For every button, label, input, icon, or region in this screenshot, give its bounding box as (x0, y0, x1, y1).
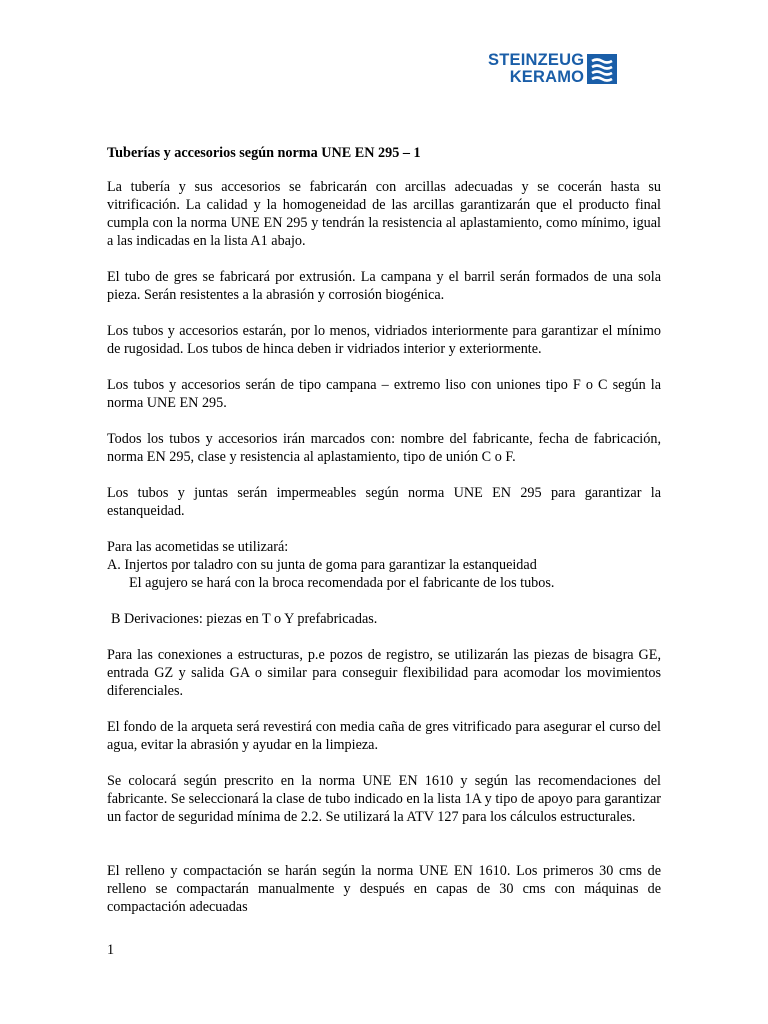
connections-list (107, 538, 661, 592)
paragraph-joint-type: Los tubos y accesorios serán de tipo campana – extremo liso con uniones tipo F o C según la norma UNE EN 295. (107, 377, 661, 411)
list-item-a-line2: El agujero se hará con la broca recomendada por el fabricante de los tubos. (129, 575, 555, 591)
paragraph-glazing: Los tubos y accesorios estarán, por lo menos, vidriados interiormente para garantizar el mínimo de rugosidad. Los tubos de hinca deben ir vidriados interior y exteriormente. (107, 323, 661, 357)
paragraph-marking: Todos los tubos y accesorios irán marcados con: nombre del fabricante, fecha de fabricación, norma EN 295, clase y resistencia al aplastamiento, tipo de unión C o F. (107, 431, 661, 465)
paragraph-installation: Se colocará según prescrito en la norma UNE EN 1610 y según las recomendaciones del fabricante. Se seleccionará la clase de tubo indicado en la lista 1A y tipo de apoyo para garantizar un factor de seguridad mínima de 2.2. Se utilizará la ATV 127 para los cálculos estructurales. (107, 773, 661, 825)
page-number: 1 (107, 942, 115, 958)
logo-line-2: KERAMO (509, 68, 585, 86)
paragraph-backfill: El relleno y compactación se harán según la norma UNE EN 1610. Los primeros 30 cms de relleno se compactarán manualmente y después en capas de 30 cms con máquinas de compactación adecuadas (107, 863, 661, 915)
logo-line-1: STEINZEUG (488, 51, 585, 69)
paragraph-materials: La tubería y sus accesorios se fabricarán con arcillas adecuadas y se cocerán hasta su vitrificación. La calidad y la homogeneidad de las arcillas garantizarán que el producto final cumpla con la norma UNE EN 295 y tendrán la resistencia al aplastamiento, como mínimo, igual a las indicadas en la lista A1 abajo. (107, 179, 661, 249)
logo-wordmark (488, 52, 584, 86)
paragraph-extrusion: El tubo de gres se fabricará por extrusión. La campana y el barril serán formados de una sola pieza. Serán resistentes a la abrasión y corrosión biogénica. (107, 269, 661, 303)
wave-lines-icon (587, 54, 617, 84)
document-body (107, 144, 661, 934)
list-intro: Para las acometidas se utilizará: (107, 539, 289, 555)
paragraph-structures: Para las conexiones a estructuras, p.e pozos de registro, se utilizarán las piezas de bisagra GE, entrada GZ y salida GA o similar para conseguir flexibilidad para acomodar los movimientos diferenciales. (107, 647, 661, 699)
list-item-b: B Derivaciones: piezas en T o Y prefabricadas. (111, 611, 378, 627)
list-item-a-line1: A. Injertos por taladro con su junta de goma para garantizar la estanqueidad (107, 557, 537, 573)
document-title: Tuberías y accesorios según norma UNE EN 295 – 1 (107, 145, 421, 161)
company-logo (488, 52, 617, 86)
paragraph-manhole-base: El fondo de la arqueta será revestirá con media caña de gres vitrificado para asegurar el curso del agua, evitar la abrasión y ayudar en la limpieza. (107, 719, 661, 753)
paragraph-watertightness: Los tubos y juntas serán impermeables según norma UNE EN 295 para garantizar la estanqueidad. (107, 485, 661, 519)
